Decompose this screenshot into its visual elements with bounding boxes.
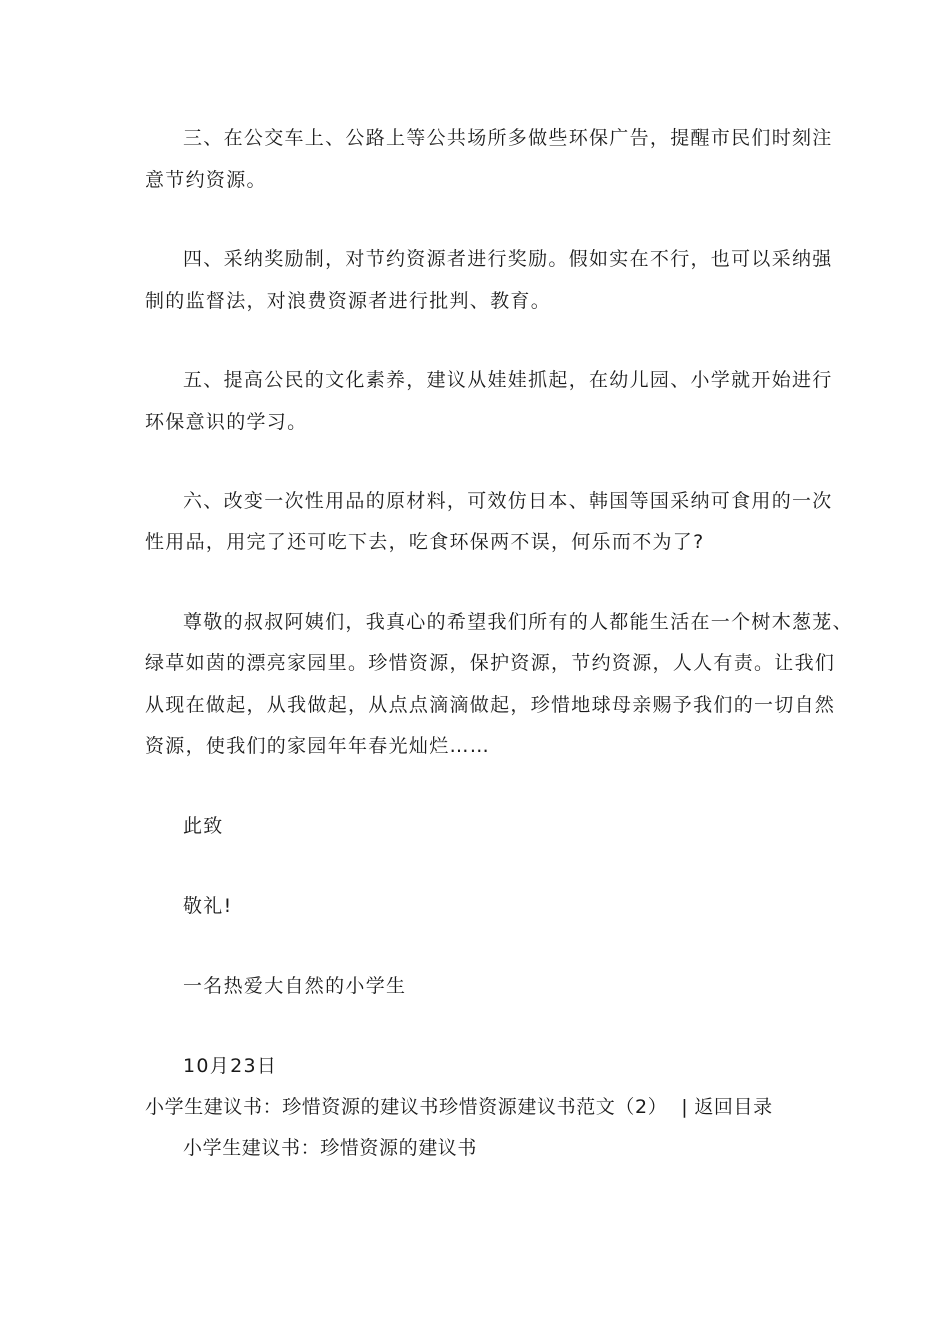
closing-paragraph-line-4: 资源，使我们的家园年年春光灿烂…… [145, 735, 491, 757]
closing-paragraph-line-2: 绿草如茵的漂亮家园里。珍惜资源，保护资源，节约资源，人人有责。让我们 [145, 652, 836, 674]
signature: 一名热爱大自然的小学生 [183, 975, 407, 997]
paragraph-3-line-2: 意节约资源。 [145, 169, 267, 191]
back-to-contents-link[interactable]: 返回目录 [694, 1096, 773, 1118]
paragraph-5-line-1: 五、提高公民的文化素养，建议从娃娃抓起，在幼儿园、小学就开始进行 [183, 369, 833, 391]
regards: 敬礼! [183, 895, 233, 917]
toc-navigation [145, 1095, 773, 1119]
paragraph-6-line-2: 性用品，用完了还可吃下去，吃食环保两不误，何乐而不为了? [145, 531, 705, 553]
paragraph-4-line-2: 制的监督法，对浪费资源者进行批判、教育。 [145, 290, 552, 312]
closing-paragraph-line-1: 尊敬的叔叔阿姨们，我真心的希望我们所有的人都能生活在一个树木葱茏、 [183, 611, 853, 633]
date: 10月23日 [183, 1055, 278, 1077]
paragraph-3-line-1: 三、在公交车上、公路上等公共场所多做些环保广告，提醒市民们时刻注 [183, 127, 833, 149]
paragraph-4-line-1: 四、采纳奖励制，对节约资源者进行奖励。假如实在不行，也可以采纳强 [183, 248, 833, 270]
article-link[interactable]: 小学生建议书：珍惜资源的建议书珍惜资源建议书范文（2） [145, 1096, 668, 1118]
paragraph-5-line-2: 环保意识的学习。 [145, 411, 308, 433]
paragraph-6-line-1: 六、改变一次性用品的原材料，可效仿日本、韩国等国采纳可食用的一次 [183, 490, 833, 512]
closing-paragraph-line-3: 从现在做起，从我做起，从点点滴滴做起，珍惜地球母亲赐予我们的一切自然 [145, 694, 836, 716]
toc-separator: | [681, 1096, 689, 1118]
salutation: 此致 [183, 815, 224, 837]
next-article-title: 小学生建议书：珍惜资源的建议书 [183, 1137, 478, 1159]
